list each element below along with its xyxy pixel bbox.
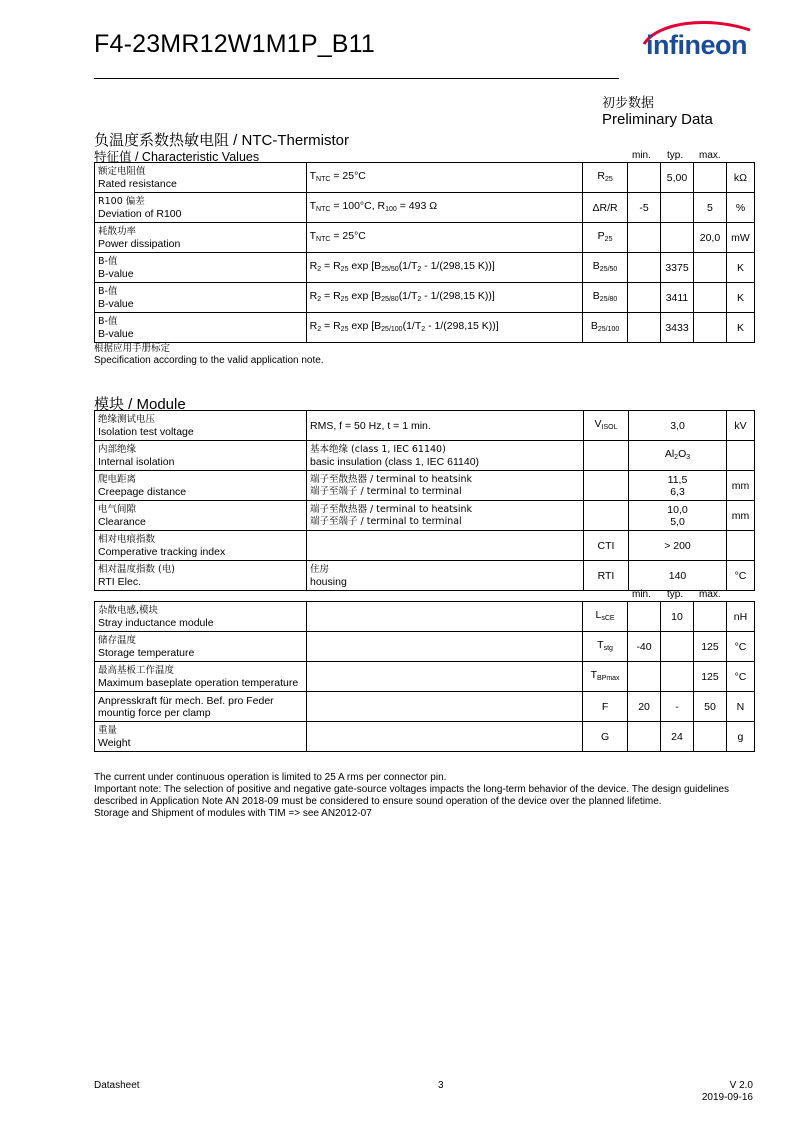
title-rule (94, 78, 619, 79)
footer-datasheet: Datasheet (94, 1080, 140, 1091)
table-row: 内部绝缘 Internal isolation 基本绝缘 (class 1, IEC 61140) basic insulation (class 1, IEC 61140) $Al_2O_3$ (95, 441, 755, 471)
ntc-section-title: 负温度系数热敏电阻 / NTC-Thermistor (94, 132, 350, 149)
ntc-sub-title: 特征值 / Characteristic Values (94, 150, 260, 164)
col-max: max. (699, 150, 721, 161)
footnote-2: Important note: The selection of positive and negative gate-source voltages impacts the long-term behavior of the device. The design guidelines described in Application Note AN 2018-09 must be considered to ensure sound operation of the device over the planned lifetime. (94, 784, 730, 807)
col-min: min. (632, 150, 651, 161)
col-max-2: max. (699, 589, 721, 600)
table-row: Anpresskraft für mech. Bef. pro Feder mountig force per clamp F 20 - 50 N (95, 692, 755, 722)
logo-text: infineon (646, 30, 747, 60)
ntc-note: 根据应用手册标定 Specification according to the valid application note. (94, 343, 324, 366)
param-cell: 额定电阻值 Rated resistance (95, 163, 307, 193)
page-number: 3 (438, 1080, 444, 1091)
footnotes (94, 772, 759, 820)
table-row: 绝缘测试电压 Isolation test voltage RMS, f = 50 Hz, t = 1 min. $V_{ISOL}$ 3,0 kV (95, 411, 755, 441)
table-row: B-值 B-value $R_2 = R_{25}$ $\exp [B_{25/100}(1/T_2 - 1/(298,15$ K))] $B_{25/100}$ 3433 K (95, 313, 755, 343)
module-section-title: 模块 / Module (94, 396, 186, 413)
footer-version: V 2.0 2019-09-16 (701, 1080, 753, 1103)
table-row: 储存温度 Storage temperature $T_{stg}$ -40 125 °C (95, 632, 755, 662)
table-row: 爬电距离 Creepage distance 端子至散热器 / terminal to heatsink 端子至端子 / terminal to terminal 11,5 6,3 mm (95, 471, 755, 501)
table-row: 相对电痕指数 Comperative tracking index CTI > 200 (95, 531, 755, 561)
table-row: 电气间隙 Clearance 端子至散热器 / terminal to heatsink 端子至端子 / terminal to terminal 10,0 5,0 mm (95, 501, 755, 531)
table-row: 重量 Weight G 24 g (95, 722, 755, 752)
cond-cell: $T_{NTC} = 25^\circ C$ (306, 163, 582, 193)
table-row: 耗散功率 Power dissipation $T_{NTC} = 25^\circ C$ $P_{25}$ 20,0 mW (95, 223, 755, 253)
table-row: 最高基板工作温度 Maximum baseplate operation temperature $T_{BPmax}$ 125 °C (95, 662, 755, 692)
module-table (94, 410, 755, 591)
preliminary-label (602, 96, 713, 128)
table-row: B-值 B-value $R_2 = R_{25}$ $\exp [B_{25/50}(1/T_2 - 1/(298,15$ K))] $B_{25/50}$ 3375 K (95, 253, 755, 283)
table-row: R100 偏差 Deviation of R100 $T_{NTC} = 100^\circ C$, $R_{100} = 493$ Ω ΔR/R -5 5 % (95, 193, 755, 223)
module-table-2 (94, 601, 755, 752)
document-title: F4-23MR12W1M1P_B11 (94, 30, 376, 58)
table-row: 杂散电感,模块 Stray inductance module $L_{sCE}$ 10 nH (95, 602, 755, 632)
sym-cell: $R_{25}$ (583, 163, 628, 193)
col-min-2: min. (632, 589, 651, 600)
footnote-3: Storage and Shipment of modules with TIM => see AN2012-07 (94, 808, 372, 819)
infineon-logo (630, 18, 760, 70)
table-row: B-值 B-value $R_2 = R_{25}$ $\exp [B_{25/80}(1/T_2 - 1/(298,15$ K))] $B_{25/80}$ 3411 K (95, 283, 755, 313)
prelim-cn: 初步数据 (602, 96, 655, 111)
ntc-table (94, 162, 755, 343)
col-typ: typ. (667, 150, 684, 161)
col-typ-2: typ. (667, 589, 684, 600)
prelim-en: Preliminary Data (602, 111, 713, 128)
footnote-1: The current under continuous operation is limited to 25 A rms per connector pin. (94, 772, 447, 783)
table-row: 相对温度指数 (电) RTI Elec. 住房 housing RTI 140 °C (95, 561, 755, 591)
table-row: 额定电阻值 Rated resistance $T_{NTC} = 25^\circ C$ $R_{25}$ 5,00 kΩ (95, 163, 755, 193)
